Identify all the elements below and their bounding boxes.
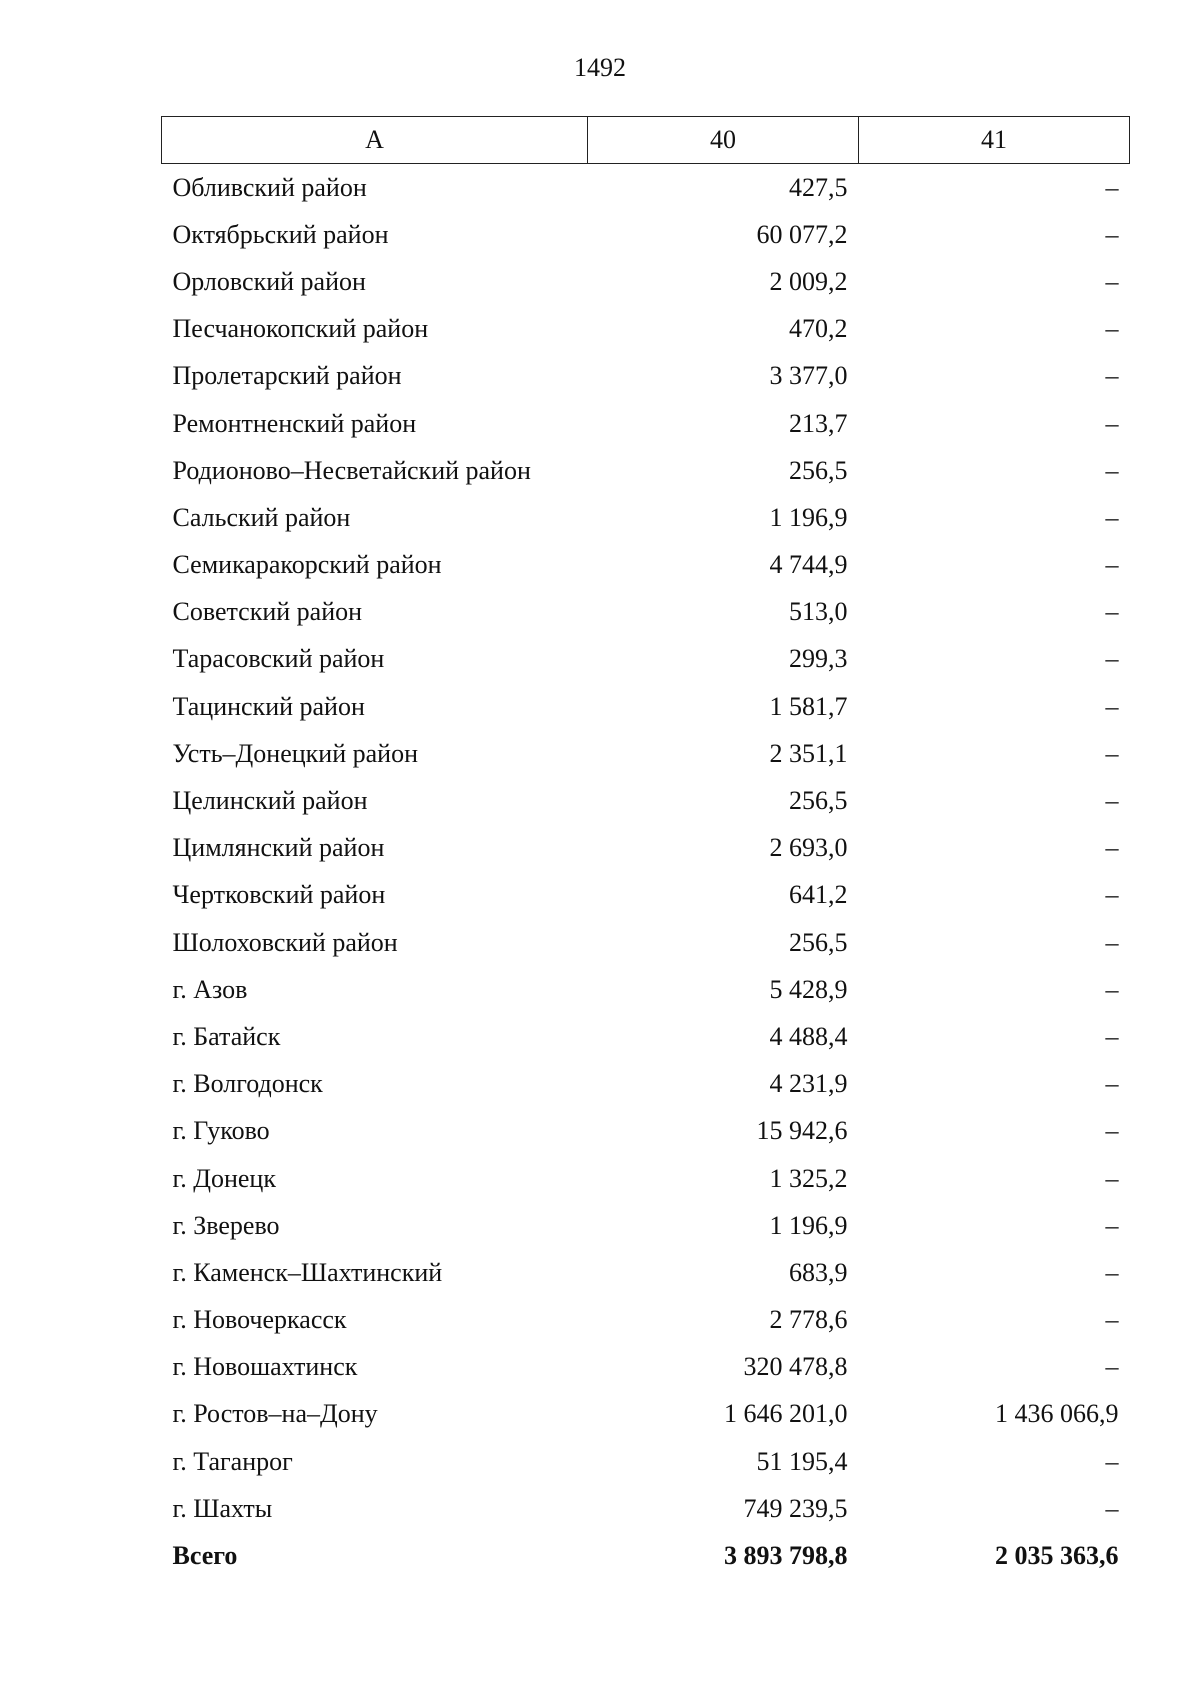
value-41-cell: – (1105, 1493, 1119, 1523)
value-41-cell: – (1105, 266, 1119, 296)
district-name-cell: Сальский район (172, 502, 351, 532)
district-name-cell: г. Зверево (172, 1210, 280, 1240)
district-name-cell: Октябрьский район (172, 219, 389, 249)
value-41-cell: 1 436 066,9 (995, 1399, 1119, 1429)
table-row (162, 777, 1130, 824)
table-row (162, 258, 1130, 305)
value-41-cell: – (1105, 361, 1119, 391)
value-41-cell: – (1105, 314, 1119, 344)
district-name-cell: Тарасовский район (172, 644, 385, 674)
value-40-cell: 427,5 (789, 172, 848, 202)
value-41-cell: – (1105, 1163, 1119, 1193)
district-name-cell: Цимлянский район (172, 833, 385, 863)
value-40-cell: 213,7 (789, 408, 848, 438)
value-40-cell: 5 428,9 (769, 974, 848, 1004)
table-row (162, 1485, 1130, 1532)
value-40-cell: 299,3 (789, 644, 848, 674)
district-name-cell: Тацинский район (172, 691, 365, 721)
table-row (162, 211, 1130, 258)
value-40-cell: 2 693,0 (769, 833, 848, 863)
value-41-cell: – (1105, 597, 1119, 627)
district-name-cell: Усть–Донецкий район (172, 738, 418, 768)
district-name-cell: Целинский район (172, 786, 368, 816)
district-name-cell: Чертковский район (172, 880, 386, 910)
value-41-cell: – (1105, 219, 1119, 249)
value-41-cell: – (1105, 1305, 1119, 1335)
table-row (162, 1391, 1130, 1438)
value-40-cell: 749 239,5 (743, 1493, 848, 1523)
district-name-cell: Пролетарский район (172, 361, 402, 391)
value-41-cell: – (1105, 833, 1119, 863)
table-row (162, 447, 1130, 494)
page-number: 1492 (574, 53, 626, 82)
header-column-a: А (162, 117, 588, 164)
total-value-40: 3 893 798,8 (724, 1541, 848, 1571)
district-name-cell: г. Новочеркасск (172, 1305, 347, 1335)
value-40-cell: 15 942,6 (756, 1116, 848, 1146)
table-row (162, 1297, 1130, 1344)
district-name-cell: Обливский район (172, 172, 367, 202)
budget-table (161, 116, 1130, 1580)
value-41-cell: – (1105, 880, 1119, 910)
header-row (162, 117, 1130, 164)
value-40-cell: 60 077,2 (756, 219, 848, 249)
district-name-cell: г. Волгодонск (172, 1069, 323, 1099)
district-name-cell: г. Каменск–Шахтинский (172, 1257, 443, 1287)
table-row (162, 636, 1130, 683)
district-name-cell: Ремонтненский район (172, 408, 417, 438)
table-row (162, 306, 1130, 353)
district-name-cell: г. Таганрог (172, 1446, 293, 1476)
value-41-cell: – (1105, 1069, 1119, 1099)
district-name-cell: г. Азов (172, 974, 248, 1004)
value-41-cell: – (1105, 1352, 1119, 1382)
table-row (162, 542, 1130, 589)
table-row (162, 919, 1130, 966)
value-41-cell: – (1105, 974, 1119, 1004)
value-40-cell: 256,5 (789, 927, 848, 957)
value-41-cell: – (1105, 1210, 1119, 1240)
table-row (162, 1344, 1130, 1391)
district-name-cell: Советский район (172, 597, 363, 627)
district-name-cell: г. Ростов–на–Дону (172, 1399, 378, 1429)
budget-table-container (161, 116, 1129, 1580)
value-40-cell: 4 231,9 (769, 1069, 848, 1099)
value-40-cell: 470,2 (789, 314, 848, 344)
district-name-cell: Семикаракорский район (172, 550, 442, 580)
value-41-cell: – (1105, 927, 1119, 957)
table-row (162, 872, 1130, 919)
total-row (162, 1532, 1130, 1579)
header-column-40: 40 (588, 117, 859, 164)
value-40-cell: 683,9 (789, 1257, 848, 1287)
table-row (162, 1202, 1130, 1249)
header-column-41: 41 (859, 117, 1130, 164)
district-name-cell: г. Шахты (172, 1493, 273, 1523)
value-40-cell: 1 325,2 (769, 1163, 848, 1193)
table-row (162, 1108, 1130, 1155)
table-row (162, 1061, 1130, 1108)
district-name-cell: Родионово–Несветайский район (172, 455, 531, 485)
district-name-cell: г. Батайск (172, 1021, 281, 1051)
table-row (162, 1249, 1130, 1296)
value-40-cell: 2 778,6 (769, 1305, 848, 1335)
value-41-cell: – (1105, 408, 1119, 438)
value-41-cell: – (1105, 1446, 1119, 1476)
district-name-cell: г. Новошахтинск (172, 1352, 358, 1382)
value-40-cell: 1 581,7 (769, 691, 848, 721)
table-row (162, 683, 1130, 730)
table-row (162, 589, 1130, 636)
table-row (162, 164, 1130, 212)
district-name-cell: Орловский район (172, 266, 366, 296)
table-row (162, 1155, 1130, 1202)
value-40-cell: 2 351,1 (769, 738, 848, 768)
value-41-cell: – (1105, 1116, 1119, 1146)
table-row (162, 494, 1130, 541)
value-40-cell: 1 196,9 (769, 1210, 848, 1240)
value-40-cell: 3 377,0 (769, 361, 848, 391)
value-41-cell: – (1105, 550, 1119, 580)
total-value-41: 2 035 363,6 (995, 1541, 1119, 1571)
table-row (162, 1013, 1130, 1060)
value-41-cell: – (1105, 644, 1119, 674)
table-row (162, 353, 1130, 400)
value-40-cell: 51 195,4 (756, 1446, 848, 1476)
table-row (162, 400, 1130, 447)
table-body (162, 164, 1130, 1580)
value-40-cell: 256,5 (789, 786, 848, 816)
value-40-cell: 1 646 201,0 (724, 1399, 848, 1429)
value-40-cell: 2 009,2 (769, 266, 848, 296)
value-41-cell: – (1105, 502, 1119, 532)
table-row (162, 1438, 1130, 1485)
table-row (162, 730, 1130, 777)
district-name-cell: г. Гуково (172, 1116, 270, 1146)
district-name-cell: Песчанокопский район (172, 314, 429, 344)
table-row (162, 966, 1130, 1013)
value-41-cell: – (1105, 1257, 1119, 1287)
value-40-cell: 641,2 (789, 880, 848, 910)
value-41-cell: – (1105, 172, 1119, 202)
value-40-cell: 513,0 (789, 597, 848, 627)
value-41-cell: – (1105, 738, 1119, 768)
value-40-cell: 4 488,4 (769, 1021, 848, 1051)
value-41-cell: – (1105, 1021, 1119, 1051)
value-40-cell: 4 744,9 (769, 550, 848, 580)
value-41-cell: – (1105, 455, 1119, 485)
table-row (162, 825, 1130, 872)
value-40-cell: 320 478,8 (743, 1352, 848, 1382)
table-header (162, 117, 1130, 164)
district-name-cell: г. Донецк (172, 1163, 276, 1193)
value-40-cell: 1 196,9 (769, 502, 848, 532)
district-name-cell: Шолоховский район (172, 927, 398, 957)
value-41-cell: – (1105, 691, 1119, 721)
total-label: Всего (172, 1541, 238, 1571)
value-41-cell: – (1105, 786, 1119, 816)
value-40-cell: 256,5 (789, 455, 848, 485)
